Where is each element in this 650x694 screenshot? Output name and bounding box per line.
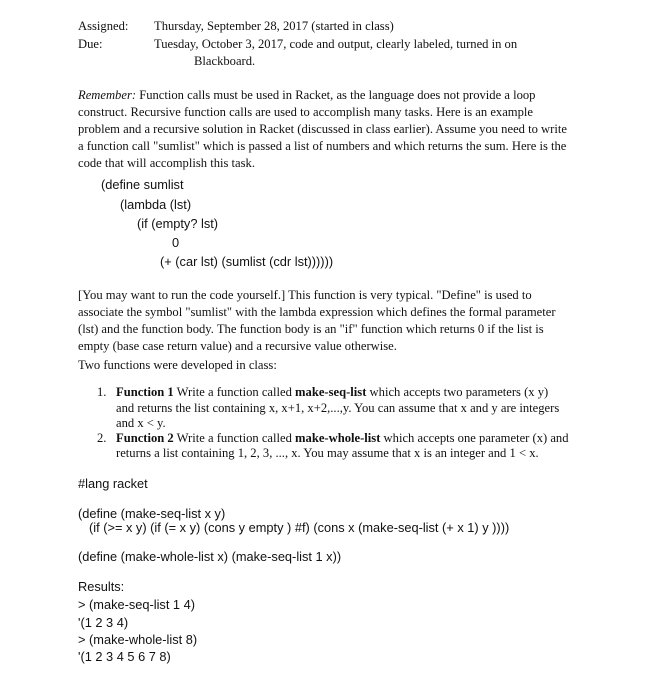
remember-lead: Remember: [78,88,137,102]
remember-line-1: Remember: Function calls must be used in Racket, as the language does not provide a loop [78,88,536,102]
remember-paragraph [78,87,578,172]
explanation-line: empty (base case return value) and a recursive value otherwise. [78,339,397,353]
code-line: 0 [172,235,180,250]
explanation-line: (lst) and the function body. The function body is an "if" function which returns 0 if the list is [78,322,544,336]
task-1-line-2: and returns the list containing x, x+1, x+2,...,y. You can assume that x and y are integers [116,401,560,415]
task-1-line-3: and x < y. [116,416,166,430]
task-2-function-name: make-whole-list [295,431,381,445]
remember-line-4: a function call "sumlist" which is passed a list of numbers and which returns the sum. Here is the [78,139,567,153]
task-1-function-name: make-seq-list [295,385,367,399]
assigned-date: Thursday, September 28, 2017 (started in class) [154,19,394,33]
lang-line: #lang racket [78,476,148,491]
explanation-line: associate the symbol "sumlist" with the lambda expression which defines the formal parameter [78,305,556,319]
explanation-line: [You may want to run the code yourself.] This function is very typical. "Define" is used to [78,288,532,302]
task-2-line-1: Function 2 Write a function called make-whole-list which accepts one parameter (x) and [116,431,569,445]
code-line: (define sumlist [101,177,184,192]
code-line: (lambda (lst) [120,197,192,212]
results-label: Results: [78,579,125,594]
code-line: (if (empty? lst) [137,216,219,231]
task-2-number: 2. [97,431,107,445]
task-2-title: Function 2 [116,431,174,445]
intro-text: Two functions were developed in class: [78,358,277,372]
code-line: (+ (car lst) (sumlist (cdr lst)))))) [160,254,334,269]
define-seq-line-1: (define (make-seq-list x y) [78,506,226,521]
due-date-line2: Blackboard. [194,54,256,68]
result-line: > (make-whole-list 8) [78,632,198,647]
due-date-line1: Tuesday, October 3, 2017, code and output, clearly labeled, turned in on [154,37,518,51]
remember-line-5: code that will accomplish this task. [78,156,255,170]
task-2-line-2: returns a list containing 1, 2, 3, ..., x. You may assume that x is an integer and 1 < x. [116,446,539,460]
remember-line-2: construct. Recursive function calls are used to accomplish many tasks. Here is an example [78,105,533,119]
remember-line-3: problem and a recursive solution in Racket (discussed in class earlier). Assume you need to write [78,122,567,136]
task-1-line-1: Function 1 Write a function called make-seq-list which accepts two parameters (x y) [116,385,549,399]
explanation-paragraph [78,287,578,355]
result-line: '(1 2 3 4 5 6 7 8) [78,649,171,664]
define-seq-line-2: (if (>= x y) (if (= x y) (cons y empty ) #f) (cons x (make-seq-list (+ x 1) y )))) [89,520,510,535]
define-whole-line: (define (make-whole-list x) (make-seq-list 1 x)) [78,549,342,564]
task-1-number: 1. [97,385,107,399]
due-label: Due: [78,37,103,51]
task-1-title: Function 1 [116,385,174,399]
result-line: '(1 2 3 4) [78,615,129,630]
result-line: > (make-seq-list 1 4) [78,597,195,612]
assigned-label: Assigned: [78,19,129,33]
